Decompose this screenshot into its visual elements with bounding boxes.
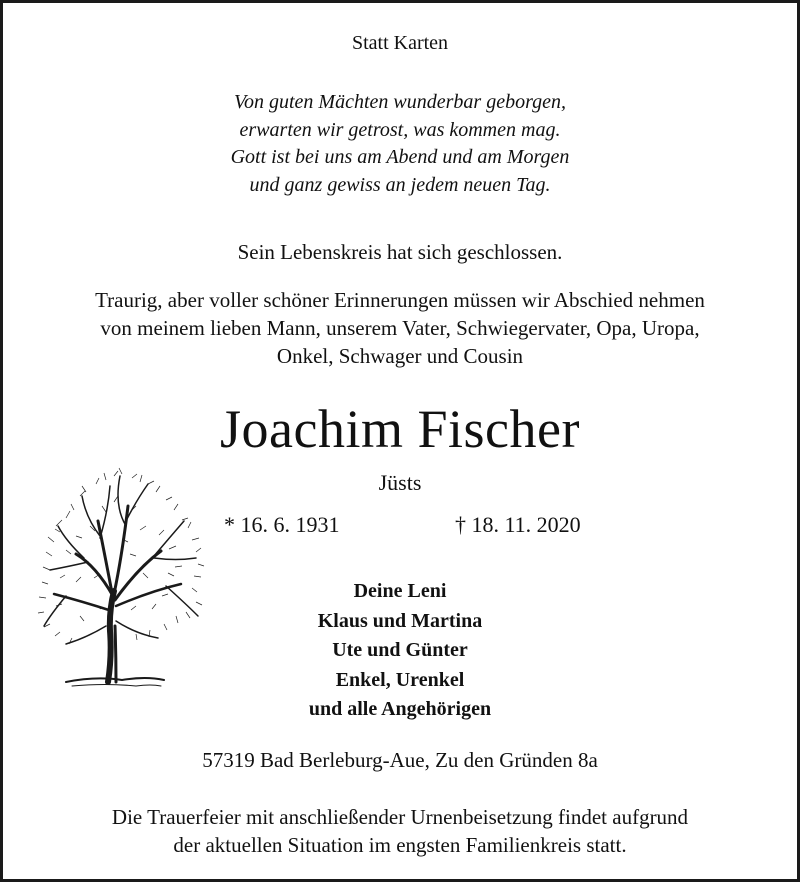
notice-line: der aktuellen Situation im engsten Familienkreis statt. <box>173 833 627 857</box>
deceased-name: Joachim Fischer <box>220 399 580 459</box>
mourner-line: Ute und Günter <box>332 639 468 661</box>
verse-line: Von guten Mächten wunderbar geborgen, <box>234 91 566 113</box>
verse <box>0 89 800 199</box>
mourner-line: und alle Angehörigen <box>308 698 492 720</box>
verse-line: erwarten wir getrost, was kommen mag. <box>239 118 561 141</box>
notice-line: Die Trauerfeier mit anschließender Urnenbeisetzung findet aufgrund <box>111 805 689 829</box>
birth-date: * 16. 6. 1931 <box>224 512 340 537</box>
intro-text <box>0 286 800 370</box>
deceased-nickname: Jüsts <box>378 470 422 495</box>
death-date: † 18. 11. 2020 <box>455 512 581 537</box>
mourner-line: Enkel, Urenkel <box>335 668 465 691</box>
address: 57319 Bad Berleburg-Aue, Zu den Gründen 8a <box>202 748 598 772</box>
lebenskreis-text: Sein Lebenskreis hat sich geschlossen. <box>237 240 563 264</box>
intro-line: Onkel, Schwager und Cousin <box>276 344 524 368</box>
mourner-line: Deine Leni <box>353 580 447 602</box>
statt-karten: Statt Karten <box>351 32 449 54</box>
mourners <box>0 577 800 725</box>
funeral-notice <box>0 803 800 859</box>
intro-line: Traurig, aber voller schöner Erinnerungen müssen wir Abschied nehmen <box>95 288 705 312</box>
intro-line: von meinem lieben Mann, unserem Vater, Schwiegervater, Opa, Uropa, <box>100 316 700 340</box>
verse-line: Gott ist bei uns am Abend und am Morgen <box>230 146 570 168</box>
verse-line: und ganz gewiss an jedem neuen Tag. <box>249 173 551 196</box>
mourner-line: Klaus und Martina <box>317 609 483 632</box>
